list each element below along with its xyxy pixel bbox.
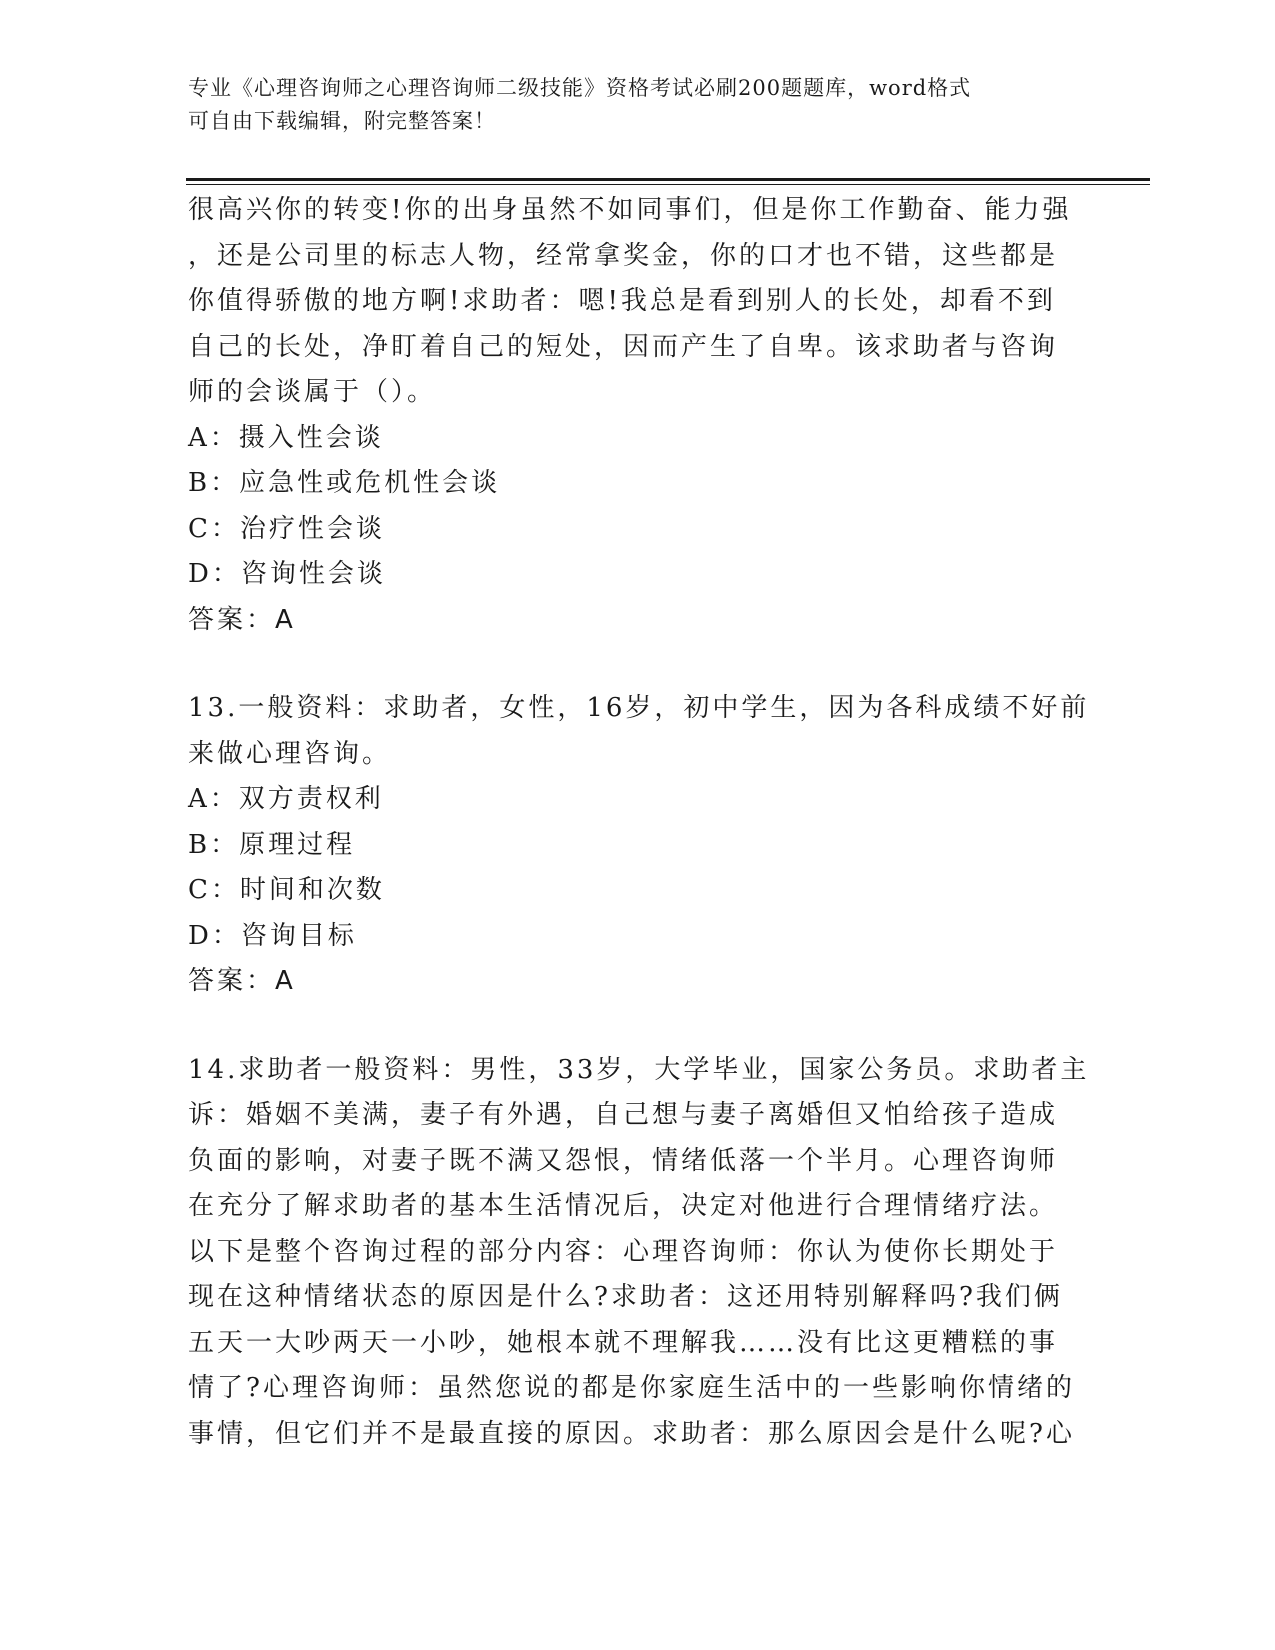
question-14-text-line: 情了?心理咨询师：虽然您说的都是你家庭生活中的一些影响你情绪的 [188, 1373, 1075, 1403]
question-12-text-line: ，还是公司里的标志人物，经常拿奖金，你的口才也不错，这些都是 [188, 240, 1059, 271]
header-title-line-2: 可自由下载编辑，附完整答案！ [188, 109, 496, 133]
question-12-text-line: 自己的长处，净盯着自己的短处，因而产生了自卑。该求助者与咨询 [188, 331, 1059, 362]
question-14-text-line: 事情，但它们并不是最直接的原因。求助者：那么原因会是什么呢?心 [188, 1418, 1075, 1449]
question-13-answer: 答案：A [188, 966, 296, 996]
question-gap [188, 643, 1088, 686]
question-13-option-b: B：原理过程 [188, 829, 356, 860]
question-14-text-line: 14.求助者一般资料：男性，33岁，大学毕业，国家公务员。求助者主 [188, 1054, 1090, 1085]
question-13-text-line: 13.一般资料：求助者，女性，16岁，初中学生，因为各科成绩不好前 [188, 693, 1090, 723]
question-13 [188, 686, 1088, 1005]
question-12-option-d: D：咨询性会谈 [188, 559, 386, 589]
header-divider-thick [186, 178, 1150, 181]
document-header [188, 72, 1068, 138]
question-gap [188, 1005, 1088, 1048]
question-12-option-c: C：治疗性会谈 [188, 513, 385, 544]
question-13-option-c: C：时间和次数 [188, 875, 385, 905]
question-14-text-line: 诉：婚姻不美满，妻子有外遇，自己想与妻子离婚但又怕给孩子造成 [188, 1100, 1059, 1130]
question-14-text-line: 五天一大吵两天一小吵，她根本就不理解我……没有比这更糟糕的事 [188, 1327, 1059, 1358]
document-body [188, 188, 1088, 1457]
question-12-text-line: 你值得骄傲的地方啊!求助者：嗯!我总是看到别人的长处，却看不到 [188, 286, 1056, 316]
question-12-text-line: 很高兴你的转变!你的出身虽然不如同事们，但是你工作勤奋、能力强 [188, 195, 1072, 225]
question-14-text-line: 以下是整个咨询过程的部分内容：心理咨询师：你认为使你长期处于 [188, 1236, 1059, 1267]
question-14 [188, 1048, 1088, 1458]
question-13-text-line: 来做心理咨询。 [188, 738, 392, 769]
question-14-text-line: 在充分了解求助者的基本生活情况后，决定对他进行合理情绪疗法。 [188, 1191, 1059, 1221]
header-divider-thin [186, 184, 1150, 185]
question-14-text-line: 现在这种情绪状态的原因是什么?求助者：这还用特别解释吗?我们俩 [188, 1282, 1063, 1312]
header-title-line-1: 专业《心理咨询师之心理咨询师二级技能》资格考试必刷200题题库，word格式 [188, 76, 972, 100]
question-12-answer: 答案：A [188, 604, 296, 635]
question-12-text-line: 师的会谈属于（）。 [188, 377, 437, 407]
question-12 [188, 188, 1088, 643]
question-12-option-b: B：应急性或危机性会谈 [188, 468, 501, 498]
question-12-option-a: A：摄入性会谈 [188, 422, 384, 453]
question-13-option-a: A：双方责权利 [188, 784, 384, 814]
question-14-text-line: 负面的影响，对妻子既不满又怨恨，情绪低落一个半月。心理咨询师 [188, 1145, 1059, 1176]
question-13-option-d: D：咨询目标 [188, 920, 357, 951]
